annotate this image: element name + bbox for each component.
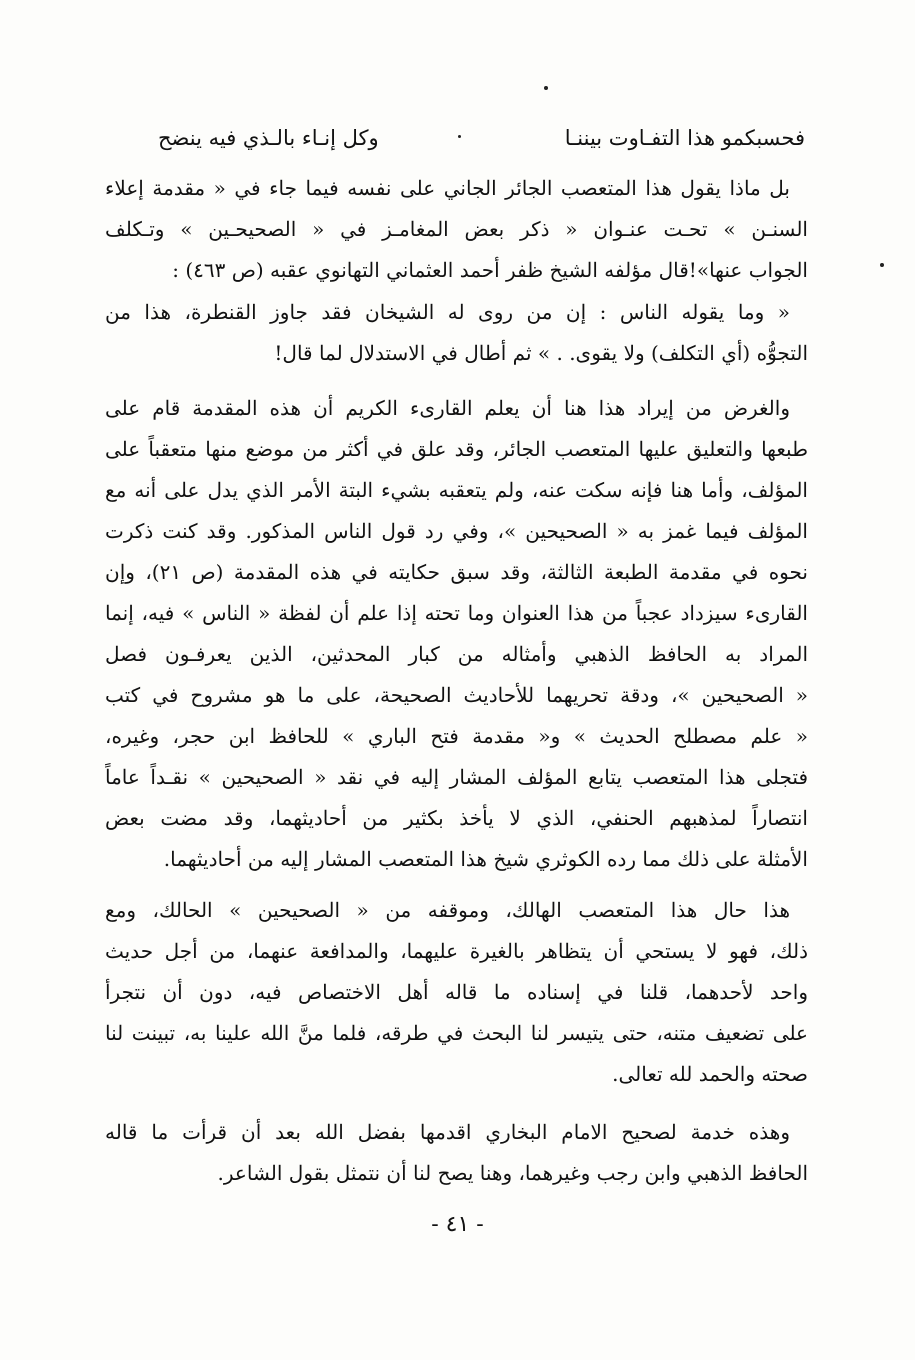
text-line: بل ماذا يقول هذا المتعصب الجائر الجاني على نفسه فيما جاء في « مقدمة إعلاء	[105, 176, 790, 200]
verse-second-hemistich: وكل إنـاء بالـذي فيه ينضح	[158, 126, 379, 150]
text-line: القارىء سيزداد عجباً من هذا العنوان وما تحته إذا علم أن لفظة « الناس » فيه، إنما	[105, 601, 808, 625]
text-line: ذلك، فهو لا يستحي أن يتظاهر بالغيرة عليهما، والمدافعة عنهما، من أجل حديث	[105, 939, 808, 963]
paragraph-2	[105, 388, 808, 880]
text-line: المراد به الحافظ الذهبي وأمثاله من كبار المحدثين، الذين يعرفـون فصل	[105, 642, 808, 666]
text-line: « وما يقوله الناس : إن من روى له الشيخان فقد جاوز القنطرة، هذا من	[105, 300, 790, 324]
margin-speck	[880, 263, 884, 267]
text-line: فتجلى هذا المتعصب يتابع المؤلف المشار إليه في نقد « الصحيحين » نقـداً عاماً	[105, 765, 808, 789]
text-line: الأمثلة على ذلك مما رده الكوثري شيخ هذا المتعصب المشار إليه من أحاديثهما.	[163, 847, 808, 871]
poetry-verse	[140, 118, 805, 158]
text-line: انتصاراً لمذهبهم الحنفي، الذي لا يأخذ بكثير من أحاديثهما، وقد مضت بعض	[105, 806, 808, 830]
text-line: واحد لأحدهما، قلنا في إسناده ما قاله أهل الاختصاص فيه، دون أن نتجرأ	[105, 980, 808, 1004]
paragraph-3	[105, 890, 808, 1095]
text-line: على تضعيف متنه، حتى يتيسر لنا البحث في طرقه، فلما منَّ الله علينا به، تبينت لنا	[105, 1021, 808, 1045]
paragraph-4	[105, 1112, 808, 1194]
text-line: التجوُّه (أي التكلف) ولا يقوى. . » ثم أطال في الاستدلال لما قال!	[274, 341, 808, 365]
text-line: طبعها والتعليق عليها المتعصب الجائر، وقد علق في أكثر من موضع منها متعقباً على	[105, 437, 808, 461]
text-line: المؤلف، وأما هنا فإنه سكت عنه، ولم يتعقبه بشيء البتة الأمر الذي يدل على أنه مع	[105, 478, 808, 502]
verse-first-hemistich: فحسبكمو هذا التفـاوت بيننـا	[564, 126, 805, 150]
text-line: « الصحيحين »، ودقة تحريهما للأحاديث الصحيحة، على ما هو مشروح في كتب	[105, 683, 808, 707]
text-line: وهذه خدمة لصحيح الامام البخاري اقدمها بفضل الله بعد أن قرأت ما قاله	[105, 1120, 790, 1144]
text-line: السنـن » تحـت عنـوان « ذكر بعض المغامـز في « الصحيحـين » وتـكلف	[105, 217, 808, 241]
text-line: الجواب عنها»!قال مؤلفه الشيخ ظفر أحمد العثماني التهانوي عقبه (ص ٤٦٣) :	[172, 258, 808, 282]
text-line: الحافظ الذهبي وابن رجب وغيرهما، وهنا يصح لنا أن نتمثل بقول الشاعر.	[217, 1161, 808, 1185]
top-speck	[544, 86, 548, 90]
paragraph-1	[105, 168, 808, 291]
block-quote	[105, 292, 808, 374]
page-number: - ٤١ -	[431, 1212, 484, 1237]
text-line: « علم مصطلح الحديث » و« مقدمة فتح الباري » للحافظ ابن حجر، وغيره،	[105, 724, 808, 748]
text-line: المؤلف فيما غمز به « الصحيحين »، وفي رد قول الناس المذكور. وقد كنت ذكرت	[105, 519, 808, 543]
text-line: والغرض من إيراد هذا هنا أن يعلم القارىء الكريم أن هذه المقدمة قام على	[105, 396, 790, 420]
text-line: هذا حال هذا المتعصب الهالك، وموقفه من « الصحيحين » الحالك، ومع	[105, 898, 790, 922]
text-line: نحوه في مقدمة الطبعة الثالثة، وقد سبق حكايته في هذه المقدمة (ص ٢١)، وإن	[105, 560, 808, 584]
text-line: صحته والحمد لله تعالى.	[612, 1062, 808, 1086]
